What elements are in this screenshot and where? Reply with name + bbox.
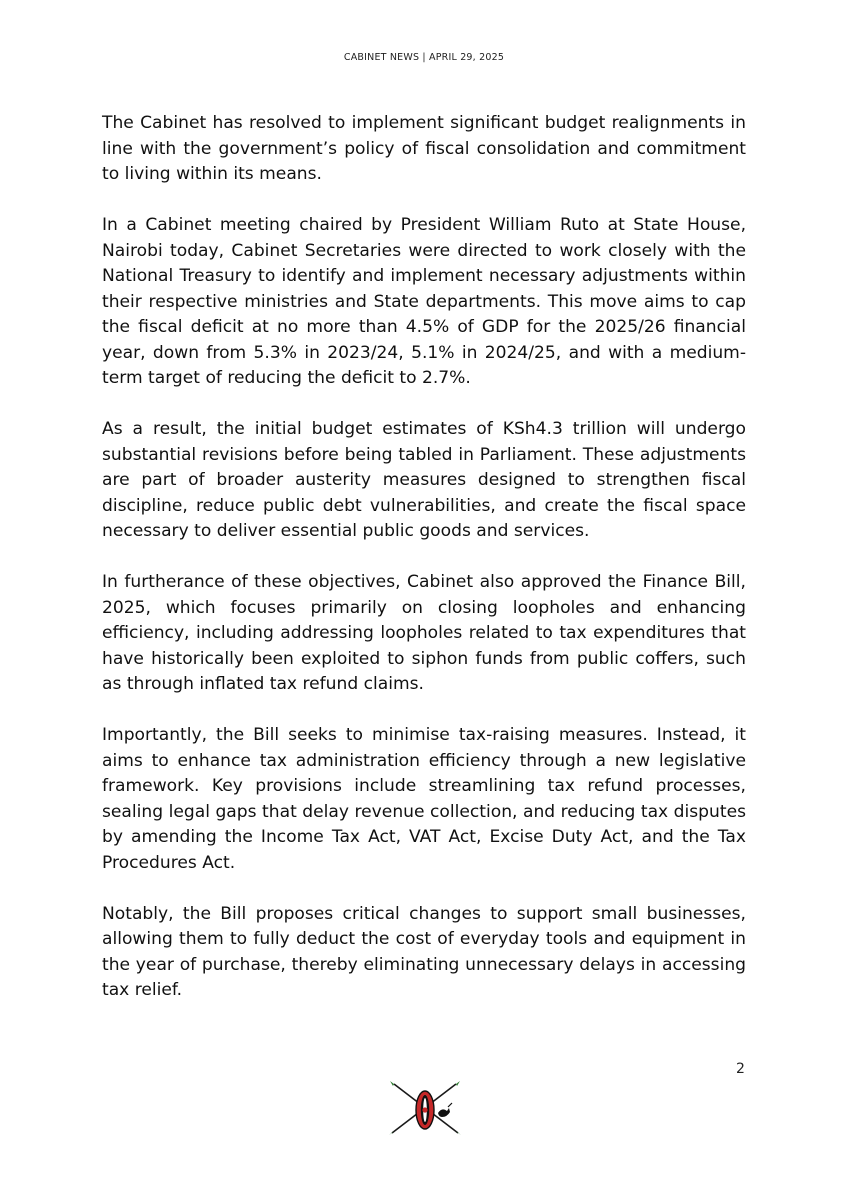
document-header: CABINET NEWS | APRIL 29, 2025 <box>343 52 505 63</box>
kenya-shield-spears-emblem-icon <box>389 1080 461 1136</box>
article-body <box>102 111 746 1029</box>
paragraph-2: In a Cabinet meeting chaired by President William Ruto at State House, Nairobi today, Cabinet Secretaries were directed to work closely with the National Treasury to identify and implement necessary adjustments within their respective ministries and State departments. This move aims to cap the fiscal deficit at no more than 4.5% of GDP for the 2025/26 financial year, down from 5.3% in 2023/24, 5.1% in 2024/25, and with a medium-term target of reducing the deficit to 2.7%. <box>102 215 746 388</box>
page-number: 2 <box>736 1061 745 1077</box>
paragraph-3: As a result, the initial budget estimates of KSh4.3 trillion will undergo substantial revisions before being tabled in Parliament. These adjustments are part of broader austerity measures designed to strengthen fiscal discipline, reduce public debt vulnerabilities, and create the fiscal space necessary to deliver essential public goods and services. <box>102 419 746 541</box>
paragraph-6: Notably, the Bill proposes critical changes to support small businesses, allowing them to fully deduct the cost of everyday tools and equipment in the year of purchase, thereby eliminating unnecessary delays in accessing tax relief. <box>102 903 746 1000</box>
paragraph-4: In furtherance of these objectives, Cabinet also approved the Finance Bill, 2025, which focuses primarily on closing loopholes and enhancing efficiency, including addressing loopholes related to tax expenditures that have historically been exploited to siphon funds from public coffers, such as through inflated tax refund claims. <box>102 572 746 694</box>
paragraph-1: The Cabinet has resolved to implement significant budget realignments in line with the government’s policy of fiscal consolidation and commitment to living within its means. <box>102 113 746 184</box>
paragraph-5: Importantly, the Bill seeks to minimise tax-raising measures. Instead, it aims to enhance tax administration efficiency through a new legislative framework. Key provisions include streamlining tax refund processes, sealing legal gaps that delay revenue collection, and reducing tax disputes by amending the Income Tax Act, VAT Act, Excise Duty Act, and the Tax Procedures Act. <box>102 725 746 873</box>
